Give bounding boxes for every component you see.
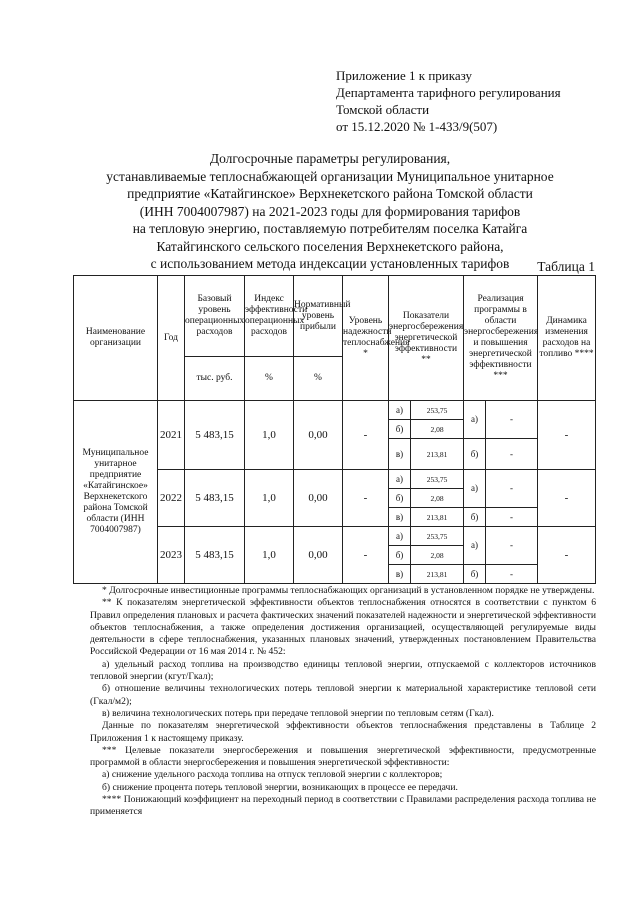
eff-value: 213,81 bbox=[411, 508, 464, 527]
eff-label: в) bbox=[389, 565, 411, 584]
eff-label: б) bbox=[389, 546, 411, 565]
unit-profit: % bbox=[294, 357, 343, 401]
eff-value: 253,75 bbox=[411, 470, 464, 489]
prog-value: - bbox=[486, 470, 538, 508]
footnote: б) отношение величины технологических потерь тепловой энергии к материальной характеристике тепловой сети (Гкал/м2); bbox=[90, 683, 596, 707]
index-cell: 1,0 bbox=[245, 470, 294, 527]
year-cell: 2022 bbox=[158, 470, 185, 527]
parameters-table bbox=[73, 275, 596, 584]
index-cell: 1,0 bbox=[245, 401, 294, 470]
eff-label: б) bbox=[389, 420, 411, 439]
profit-cell: 0,00 bbox=[294, 470, 343, 527]
title-line: на тепловую энергию, поставляемую потребителям поселка Катайга bbox=[132, 221, 528, 236]
document-title bbox=[60, 150, 600, 273]
profit-cell: 0,00 bbox=[294, 401, 343, 470]
appendix-line: от 15.12.2020 № 1-433/9(507) bbox=[336, 119, 498, 134]
dynamics-cell: - bbox=[538, 527, 596, 584]
eff-label: а) bbox=[389, 527, 411, 546]
eff-value: 2,08 bbox=[411, 489, 464, 508]
appendix-line: Томской области bbox=[336, 102, 430, 117]
eff-value: 213,81 bbox=[411, 439, 464, 470]
header-program: Реализация программы в области энергосбережения и повышения энергетической эффективности *** bbox=[464, 276, 538, 401]
header-year: Год bbox=[158, 276, 185, 401]
header-base-level: Базовый уровень операционных расходов bbox=[185, 276, 245, 357]
prog-value: - bbox=[486, 439, 538, 470]
footnote: Данные по показателям энергетической эффективности объектов теплоснабжения представлены в Таблице 2 Приложения 1 к настоящему приказу. bbox=[90, 720, 596, 744]
base-cell: 5 483,15 bbox=[185, 527, 245, 584]
appendix-line: Приложение 1 к приказу bbox=[336, 68, 473, 83]
organization-name: Муниципальное унитарное предприятие «Катайгинское» Верхнекетского района Томской области (ИНН 7004007987) bbox=[74, 401, 158, 584]
eff-label: б) bbox=[389, 489, 411, 508]
eff-label: а) bbox=[389, 470, 411, 489]
profit-cell: 0,00 bbox=[294, 527, 343, 584]
header-energy-efficiency: Показатели энергосбережения энергетической эффективности ** bbox=[389, 276, 464, 401]
footnote: ** К показателям энергетической эффективности объектов теплоснабжения относятся в соответствии с пунктом 6 Правил определения плановых и расчета фактических значений показателей надежности и энергетической эффективности объектов теплоснабжения, а также определения достижения организацией, осуществляющей регулируемые виды деятельности в сфере теплоснабжения, указанных плановых значений, утвержденных постановлением Правительства Российской Федерации от 16 мая 2014 г. № 452: bbox=[90, 597, 596, 658]
appendix-header bbox=[336, 67, 561, 135]
prog-label: а) bbox=[464, 527, 486, 565]
footnote: в) величина технологических потерь при передаче тепловой энергии по тепловым сетям (Гкал). bbox=[102, 707, 494, 719]
title-line: Катайгинского сельского поселения Верхнекетского района, bbox=[156, 238, 504, 254]
eff-label: в) bbox=[389, 508, 411, 527]
footnote: * Долгосрочные инвестиционные программы теплоснабжающих организаций в установленном порядке не утверждены. bbox=[102, 585, 595, 596]
eff-label: а) bbox=[389, 401, 411, 420]
year-cell: 2023 bbox=[158, 527, 185, 584]
eff-value: 2,08 bbox=[411, 546, 464, 565]
eff-value: 253,75 bbox=[411, 527, 464, 546]
appendix-line: Департамента тарифного регулирования bbox=[336, 85, 561, 100]
unit-base: тыс. руб. bbox=[185, 357, 245, 401]
prog-value: - bbox=[486, 527, 538, 565]
eff-label: в) bbox=[389, 439, 411, 470]
title-line: (ИНН 7004007987) на 2021-2023 годы для формирования тарифов bbox=[139, 203, 521, 219]
dynamics-cell: - bbox=[538, 401, 596, 470]
prog-label: б) bbox=[464, 565, 486, 584]
base-cell: 5 483,15 bbox=[185, 470, 245, 527]
reliability-cell: - bbox=[343, 527, 389, 584]
footnote: а) удельный расход топлива на производство единицы тепловой энергии, отпускаемой с коллекторов источников тепловой энергии (кгут/Гкал); bbox=[90, 658, 596, 683]
title-line: с использованием метода индексации установленных тарифов bbox=[150, 256, 510, 271]
unit-index: % bbox=[245, 357, 294, 401]
base-cell: 5 483,15 bbox=[185, 401, 245, 470]
reliability-cell: - bbox=[343, 401, 389, 470]
prog-value: - bbox=[486, 401, 538, 439]
footnote: а) снижение удельного расхода топлива на отпуск тепловой энергии с коллекторов; bbox=[102, 769, 443, 781]
eff-value: 2,08 bbox=[411, 420, 464, 439]
index-cell: 1,0 bbox=[245, 527, 294, 584]
year-cell: 2021 bbox=[158, 401, 185, 470]
prog-value: - bbox=[486, 565, 538, 584]
footnote: **** Понижающий коэффициент на переходный период в соответствии с Правилами распределения расхода топлива не применяется bbox=[90, 794, 596, 818]
prog-label: а) bbox=[464, 470, 486, 508]
header-fuel-dynamics: Динамика изменения расходов на топливо **** bbox=[538, 276, 596, 401]
prog-value: - bbox=[486, 508, 538, 527]
eff-value: 213,81 bbox=[411, 565, 464, 584]
prog-label: б) bbox=[464, 439, 486, 470]
table-label: Таблица 1 bbox=[537, 259, 595, 274]
title-line: Долгосрочные параметры регулирования, bbox=[209, 151, 451, 166]
title-line: предприятие «Катайгинское» Верхнекетского района Томской области bbox=[127, 186, 533, 201]
title-line: устанавливаемые теплоснабжающей организации Муниципальное унитарное bbox=[106, 168, 554, 184]
prog-label: б) bbox=[464, 508, 486, 527]
prog-label: а) bbox=[464, 401, 486, 439]
header-normative-profit: Нормативный уровень прибыли bbox=[294, 276, 343, 357]
header-reliability: Уровень надежности теплоснабжения * bbox=[343, 276, 389, 401]
dynamics-cell: - bbox=[538, 470, 596, 527]
reliability-cell: - bbox=[343, 470, 389, 527]
footnotes bbox=[90, 585, 596, 819]
footnote: *** Целевые показатели энергосбережения и повышения энергетической эффективности, предусмотренные программой в области энергосбережения и повышения энергетической эффективности: bbox=[90, 744, 596, 769]
eff-value: 253,75 bbox=[411, 401, 464, 420]
footnote: б) снижение процента потерь тепловой энергии, возникающих в процессе ее передачи. bbox=[102, 781, 458, 793]
header-organization: Наименование организации bbox=[74, 276, 158, 401]
header-efficiency-index: Индекс эффективности операционных расходов bbox=[245, 276, 294, 357]
